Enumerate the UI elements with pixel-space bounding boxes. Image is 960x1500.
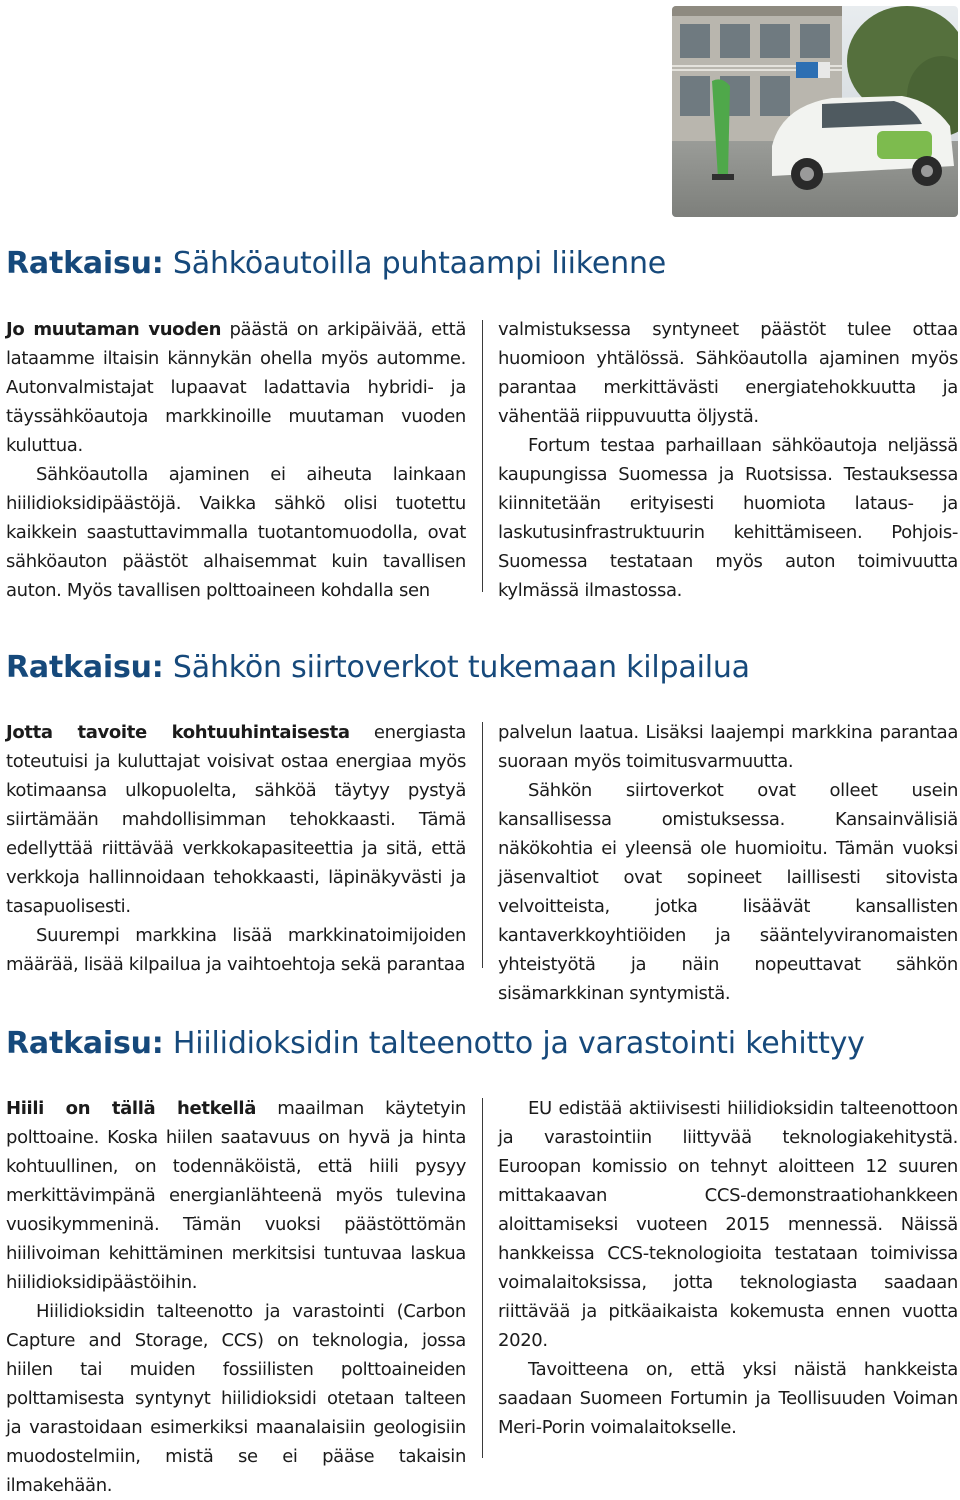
- heading-rest: Sähköautoilla puhtaampi liikenne: [163, 246, 667, 281]
- section-1-left-column: [6, 315, 466, 605]
- paragraph: [6, 315, 466, 460]
- section-1-heading: [6, 246, 666, 282]
- paragraph: [6, 1094, 466, 1297]
- paragraph: [6, 718, 466, 921]
- heading-lead: Ratkaisu:: [6, 1026, 164, 1061]
- heading-lead: Ratkaisu:: [6, 246, 164, 281]
- paragraph: EU edistää aktiivisesti hiilidioksidin talteenottoon ja varastointiin liittyvää teknologiakehitystä. Euroopan komissio on tehnyt aloitteen 12 suuren mittakaavan CCS-demonstraatiohankkeen aloittamiseksi vuoteen 2015 mennessä. Näissä hankkeissa CCS-teknologioita testataan toimivissa voimalaitoksissa, jotta teknologiasta saadaan riittävää ja pitkäaikaista kokemusta ennen vuotta 2020.: [498, 1098, 958, 1351]
- column-divider: [482, 1098, 483, 1458]
- paragraph: Fortum testaa parhaillaan sähköautoja neljässä kaupungissa Suomessa ja Ruotsissa. Testauksessa kiinnitetään erityisesti huomiota lataus- ja laskutusinfrastruktuurin kehittämiseen. Pohjois-Suomessa testataan myös auton toimivuutta kylmässä ilmastossa.: [498, 435, 958, 601]
- paragraph: palvelun laatua. Lisäksi laajempi markkina parantaa suoraan myös toimitusvarmuutta.: [498, 722, 958, 772]
- heading-lead: Ratkaisu:: [6, 650, 164, 685]
- section-3-right-column: [498, 1094, 958, 1442]
- heading-rest: Hiilidioksidin talteenotto ja varastointi kehittyy: [163, 1026, 865, 1061]
- heading-rest: Sähkön siirtoverkot tukemaan kilpailua: [163, 650, 750, 685]
- lead-bold: Jotta tavoite kohtuuhintaisesta: [6, 722, 350, 743]
- paragraph: Hiilidioksidin talteenotto ja varastointi (Carbon Capture and Storage, CCS) on teknologia, jossa hiilen tai muiden fossiilisten polttoaineiden polttamisesta syntynyt hiilidioksidi otetaan talteen ja varastoidaan esimerkiksi maanalaisiin geologisiin muodostelmiin, mistä se ei pääse takaisin ilmakehään.: [6, 1301, 466, 1496]
- section-3-left-column: [6, 1094, 466, 1500]
- paragraph: Tavoitteena on, että yksi näistä hankkeista saadaan Suomeen Fortumin ja Teollisuuden Voiman Meri-Porin voimalaitokselle.: [498, 1359, 958, 1438]
- paragraph-text: maailman käytetyin polttoaine. Koska hiilen saatavuus on hyvä ja hinta kohtuullinen, on todennäköistä, että hiili pysyy merkittävimpänä energianlähteenä myös tulevina vuosikymmeninä. Tämän vuoksi päästöttömän hiilivoiman kehittäminen merkitsisi tuntuvaa laskua hiilidioksidipäästöihin.: [6, 1098, 466, 1293]
- section-2-right-column: [498, 718, 958, 1008]
- section-1-right-column: [498, 315, 958, 605]
- paragraph: Sähkön siirtoverkot ovat olleet usein kansallisessa omistuksessa. Kansainvälisiä näkökohtia ei yleensä ole huomioitu. Tämän vuoksi jäsenvaltiot ovat sopineet laillisesti sitovista velvoitteista, jotka lisäävät kansallisten kantaverkkoyhtiöiden ja sääntelyviranomaisten yhteistyötä ja näin nopeuttavat sähkön sisämarkkinan syntymistä.: [498, 780, 958, 1004]
- paragraph: Sähköautolla ajaminen ei aiheuta lainkaan hiilidioksidipäästöjä. Vaikka sähkö olisi tuotettu kaikkein saastuttavimmalla tuotantomuodolla, ovat sähköauton päästöt alhaisemmat kuin tavallisen auton. Myös tavallisen polttoaineen kohdalla sen: [6, 464, 466, 601]
- paragraph-text: päästä on arkipäivää, että lataamme iltaisin kännykän ohella myös automme. Autonvalmistajat lupaavat ladattavia hybridi- ja täyssähköautoja markkinoille muutaman vuoden kuluttua.: [6, 319, 466, 456]
- paragraph: Suurempi markkina lisää markkinatoimijoiden määrää, lisää kilpailua ja vaihtoehtoja sekä parantaa: [6, 925, 466, 975]
- lead-bold: Jo muutaman vuoden: [6, 319, 222, 340]
- section-3-heading: [6, 1026, 865, 1062]
- column-divider: [482, 320, 483, 592]
- column-divider: [482, 722, 483, 968]
- paragraph-text: energiasta toteutuisi ja kuluttajat voisivat ostaa energiaa myös kotimaansa ulkopuolelta, sähköä täytyy pystyä siirtämään mahdollisimman tehokkaasti. Tämä edellyttää riittävää verkkokapasiteettia ja sitä, että verkkoja hallinnoidaan tehokkaasti, läpinäkyvästi ja tasapuolisesti.: [6, 722, 466, 917]
- section-2-heading: [6, 650, 750, 686]
- lead-bold: Hiili on tällä hetkellä: [6, 1098, 257, 1119]
- section-2-left-column: [6, 718, 466, 979]
- electric-car-photo: [672, 6, 958, 217]
- paragraph: valmistuksessa syntyneet päästöt tulee ottaa huomioon yhtälössä. Sähköautolla ajaminen myös parantaa merkittävästi energiatehokkuutta ja vähentää riippuvuutta öljystä.: [498, 319, 958, 427]
